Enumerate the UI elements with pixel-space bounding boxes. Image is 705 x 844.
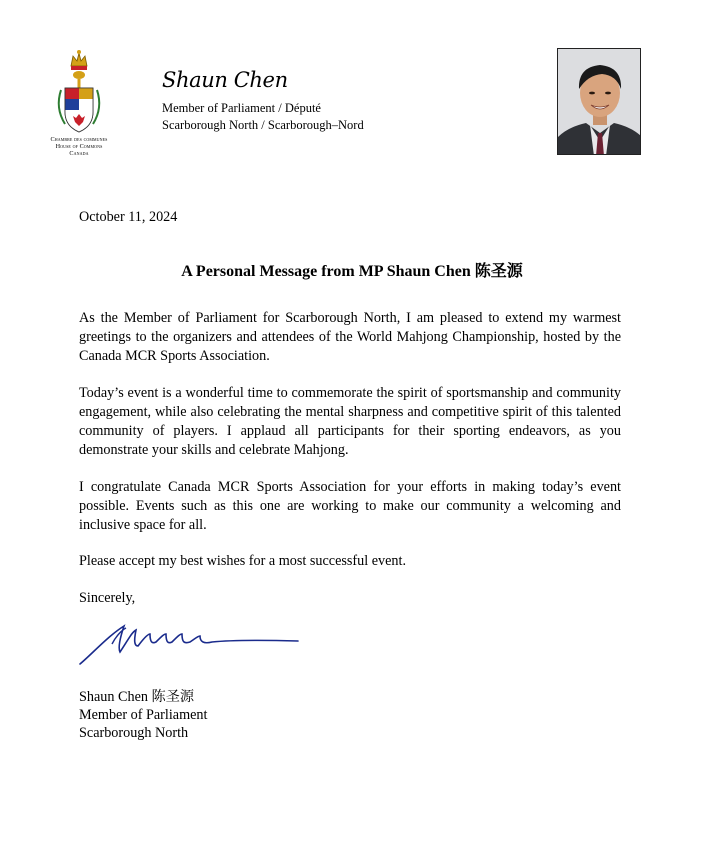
- signer-title: Member of Parliament: [79, 707, 208, 723]
- header-riding: Scarborough North / Scarborough–Nord: [162, 118, 364, 132]
- paragraph-3: I congratulate Canada MCR Sports Association for your efforts in making today’s event possible. Events such as this one are working to make our community a welcoming and inclusive space for all.: [79, 479, 621, 533]
- house-of-commons-crest: [37, 46, 121, 158]
- crest-icon: [49, 46, 109, 136]
- signer-name: Shaun Chen 陈圣源: [79, 689, 195, 705]
- letter-closing: Sincerely,: [79, 590, 136, 606]
- letter-title: A Personal Message from MP Shaun Chen 陈圣源: [181, 263, 523, 280]
- letter-date: October 11, 2024: [79, 209, 178, 225]
- crest-caption: Chambre des communes House of Commons Canada: [50, 136, 108, 158]
- paragraph-2: Today’s event is a wonderful time to commemorate the spirit of sportsmanship and community engagement, while also celebrating the mental sharpness and competitive spirit of this talented community of players. I applaud all participants for their sporting endeavors, as you demonstrate your skills and celebrate Mahjong.: [79, 385, 621, 458]
- header-signature-name: Shaun Chen: [162, 68, 288, 92]
- portrait-image: [558, 49, 641, 155]
- handwritten-signature: [72, 614, 304, 670]
- signer-riding: Scarborough North: [79, 725, 189, 741]
- portrait-photo: [557, 48, 641, 155]
- paragraph-1: As the Member of Parliament for Scarborough North, I am pleased to extend my warmest greetings to the organizers and attendees of the World Mahjong Championship, hosted by the Canada MCR Sports Association.: [79, 310, 621, 364]
- paragraph-4: Please accept my best wishes for a most successful event.: [79, 553, 407, 569]
- header-role: Member of Parliament / Député: [162, 101, 321, 115]
